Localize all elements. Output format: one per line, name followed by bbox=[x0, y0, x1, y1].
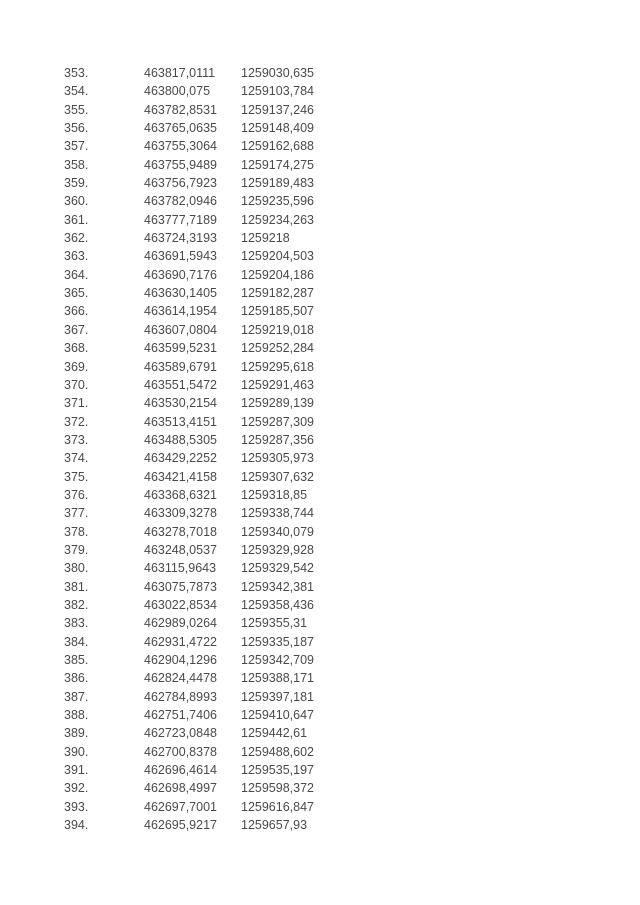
row-number: 371. bbox=[64, 396, 89, 411]
x-coordinate-cell: 463488,5305 bbox=[144, 432, 217, 447]
x-coordinate-cell: 463614,1954 bbox=[144, 304, 217, 319]
y-coordinate-cell: 1259305,973 bbox=[241, 451, 314, 466]
x-coordinate-cell: 463589,6791 bbox=[144, 359, 217, 374]
x-coordinate-cell: 462824,4478 bbox=[144, 671, 217, 686]
y-coordinate-cell: 1259234,263 bbox=[241, 212, 314, 227]
row-number: 382. bbox=[64, 597, 89, 612]
x-coordinate-cell: 462931,4722 bbox=[144, 634, 217, 649]
y-coordinate-cell: 1259252,284 bbox=[241, 341, 314, 356]
y-coordinate-cell: 1259289,139 bbox=[241, 396, 314, 411]
row-number: 391. bbox=[64, 763, 89, 778]
y-coordinate-cell: 1259657,93 bbox=[241, 818, 308, 833]
x-coordinate-cell: 462695,9217 bbox=[144, 818, 217, 833]
row-number: 372. bbox=[64, 414, 89, 429]
y-coordinate-cell: 1259342,381 bbox=[241, 579, 314, 594]
row-number: 392. bbox=[64, 781, 89, 796]
row-number: 363. bbox=[64, 249, 89, 264]
row-number: 370. bbox=[64, 377, 89, 392]
y-coordinate-cell: 1259182,287 bbox=[241, 286, 314, 301]
y-coordinate-cell: 1259291,463 bbox=[241, 377, 314, 392]
y-coordinate-cell: 1259488,602 bbox=[241, 744, 314, 759]
x-coordinate-cell: 463075,7873 bbox=[144, 579, 217, 594]
x-coordinate-cell: 463755,3064 bbox=[144, 139, 217, 154]
y-coordinate-cell: 1259307,632 bbox=[241, 469, 314, 484]
x-coordinate-cell: 462723,0848 bbox=[144, 726, 217, 741]
row-number: 354. bbox=[64, 84, 89, 99]
y-coordinate-cell: 1259342,709 bbox=[241, 653, 314, 667]
row-number: 359. bbox=[64, 176, 89, 191]
row-number: 366. bbox=[64, 304, 89, 319]
y-coordinate-cell: 1259335,187 bbox=[241, 634, 314, 649]
row-number: 379. bbox=[64, 542, 89, 557]
row-number: 380. bbox=[64, 561, 89, 576]
row-number: 375. bbox=[64, 469, 89, 484]
row-number: 381. bbox=[64, 579, 89, 594]
row-number: 358. bbox=[64, 157, 89, 172]
y-coordinate-cell: 1259358,436 bbox=[241, 597, 314, 612]
row-number: 383. bbox=[64, 616, 89, 631]
row-number: 374. bbox=[64, 451, 89, 466]
x-coordinate-cell: 463551,5472 bbox=[144, 377, 217, 392]
y-coordinate-cell: 1259030,635 bbox=[241, 66, 314, 80]
x-coordinate-cell: 462989,0264 bbox=[144, 616, 217, 631]
y-coordinate-cell: 1259287,309 bbox=[241, 414, 314, 429]
y-coordinate-cell: 1259388,171 bbox=[241, 671, 314, 686]
y-coordinate-cell: 1259174,275 bbox=[241, 157, 314, 172]
row-number: 384. bbox=[64, 634, 89, 649]
x-coordinate-cell: 463777,7189 bbox=[144, 212, 217, 227]
x-coordinate-cell: 462697,7001 bbox=[144, 799, 217, 814]
row-number: 387. bbox=[64, 689, 89, 704]
x-coordinate-cell: 463782,0946 bbox=[144, 194, 217, 209]
y-coordinate-cell: 1259535,197 bbox=[241, 763, 314, 778]
y-coordinate-cell: 1259410,647 bbox=[241, 708, 314, 723]
x-coordinate-cell: 463817,0111 bbox=[144, 66, 216, 80]
row-number: 353. bbox=[64, 66, 89, 80]
y-coordinate-cell: 1259162,688 bbox=[241, 139, 314, 154]
row-number: 393. bbox=[64, 799, 89, 814]
y-coordinate-cell: 1259355,31 bbox=[241, 616, 308, 631]
y-coordinate-cell: 1259185,507 bbox=[241, 304, 314, 319]
x-coordinate-cell: 463599,5231 bbox=[144, 341, 217, 356]
row-number: 362. bbox=[64, 231, 89, 246]
y-coordinate-cell: 1259137,246 bbox=[241, 102, 314, 117]
x-coordinate-cell: 463607,0804 bbox=[144, 322, 217, 337]
row-number: 367. bbox=[64, 322, 89, 337]
y-coordinate-cell: 1259189,483 bbox=[241, 176, 314, 191]
row-number: 386. bbox=[64, 671, 89, 686]
x-coordinate-cell: 463248,0537 bbox=[144, 542, 217, 557]
x-coordinate-cell: 463368,6321 bbox=[144, 487, 217, 502]
y-coordinate-cell: 1259218 bbox=[241, 231, 290, 246]
row-number: 373. bbox=[64, 432, 89, 447]
x-coordinate-cell: 463429,2252 bbox=[144, 451, 217, 466]
row-number: 389. bbox=[64, 726, 89, 741]
y-coordinate-cell: 1259103,784 bbox=[241, 84, 314, 99]
x-coordinate-cell: 462784,8993 bbox=[144, 689, 217, 704]
row-number: 365. bbox=[64, 286, 89, 301]
x-coordinate-cell: 462700,8378 bbox=[144, 744, 217, 759]
x-coordinate-cell: 463630,1405 bbox=[144, 286, 217, 301]
row-number: 357. bbox=[64, 139, 89, 154]
y-coordinate-cell: 1259340,079 bbox=[241, 524, 314, 539]
row-number: 369. bbox=[64, 359, 89, 374]
y-coordinate-cell: 1259148,409 bbox=[241, 121, 314, 136]
x-coordinate-cell: 463022,8534 bbox=[144, 597, 217, 612]
x-coordinate-cell: 463800,075 bbox=[144, 84, 211, 99]
y-coordinate-cell: 1259442,61 bbox=[241, 726, 308, 741]
y-coordinate-cell: 1259338,744 bbox=[241, 506, 314, 521]
y-coordinate-cell: 1259295,618 bbox=[241, 359, 314, 374]
y-coordinate-cell: 1259318,85 bbox=[241, 487, 308, 502]
row-number: 388. bbox=[64, 708, 89, 723]
x-coordinate-cell: 462696,4614 bbox=[144, 763, 217, 778]
row-number: 355. bbox=[64, 102, 89, 117]
y-coordinate-cell: 1259598,372 bbox=[241, 781, 314, 796]
x-coordinate-cell: 463765,0635 bbox=[144, 121, 217, 136]
row-number: 378. bbox=[64, 524, 89, 539]
x-coordinate-cell: 463690,7176 bbox=[144, 267, 217, 282]
y-coordinate-cell: 1259235,596 bbox=[241, 194, 314, 209]
y-coordinate-cell: 1259219,018 bbox=[241, 322, 314, 337]
x-coordinate-cell: 463513,4151 bbox=[144, 414, 217, 429]
row-number: 356. bbox=[64, 121, 89, 136]
x-coordinate-cell: 463115,9643 bbox=[144, 561, 217, 576]
x-coordinate-cell: 463755,9489 bbox=[144, 157, 217, 172]
row-number: 385. bbox=[64, 653, 89, 667]
y-coordinate-cell: 1259204,503 bbox=[241, 249, 314, 264]
x-coordinate-cell: 462698,4997 bbox=[144, 781, 217, 796]
x-coordinate-cell: 463421,4158 bbox=[144, 469, 217, 484]
row-number: 390. bbox=[64, 744, 89, 759]
y-coordinate-cell: 1259616,847 bbox=[241, 799, 314, 814]
y-coordinate-cell: 1259397,181 bbox=[241, 689, 314, 704]
x-coordinate-cell: 463782,8531 bbox=[144, 102, 217, 117]
x-coordinate-cell: 462904,1296 bbox=[144, 653, 217, 667]
x-coordinate-cell: 463278,7018 bbox=[144, 524, 217, 539]
x-coordinate-cell: 463724,3193 bbox=[144, 231, 217, 246]
row-number: 361. bbox=[64, 212, 89, 227]
x-coordinate-cell: 462751,7406 bbox=[144, 708, 217, 723]
row-number: 360. bbox=[64, 194, 89, 209]
row-number: 376. bbox=[64, 487, 89, 502]
row-number: 364. bbox=[64, 267, 89, 282]
x-coordinate-cell: 463756,7923 bbox=[144, 176, 217, 191]
y-coordinate-cell: 1259287,356 bbox=[241, 432, 314, 447]
y-coordinate-cell: 1259329,928 bbox=[241, 542, 314, 557]
row-number: 377. bbox=[64, 506, 89, 521]
row-number: 394. bbox=[64, 818, 89, 833]
x-coordinate-cell: 463309,3278 bbox=[144, 506, 217, 521]
y-coordinate-cell: 1259329,542 bbox=[241, 561, 314, 576]
x-coordinate-cell: 463691,5943 bbox=[144, 249, 217, 264]
y-coordinate-cell: 1259204,186 bbox=[241, 267, 314, 282]
row-number: 368. bbox=[64, 341, 89, 356]
x-coordinate-cell: 463530,2154 bbox=[144, 396, 217, 411]
